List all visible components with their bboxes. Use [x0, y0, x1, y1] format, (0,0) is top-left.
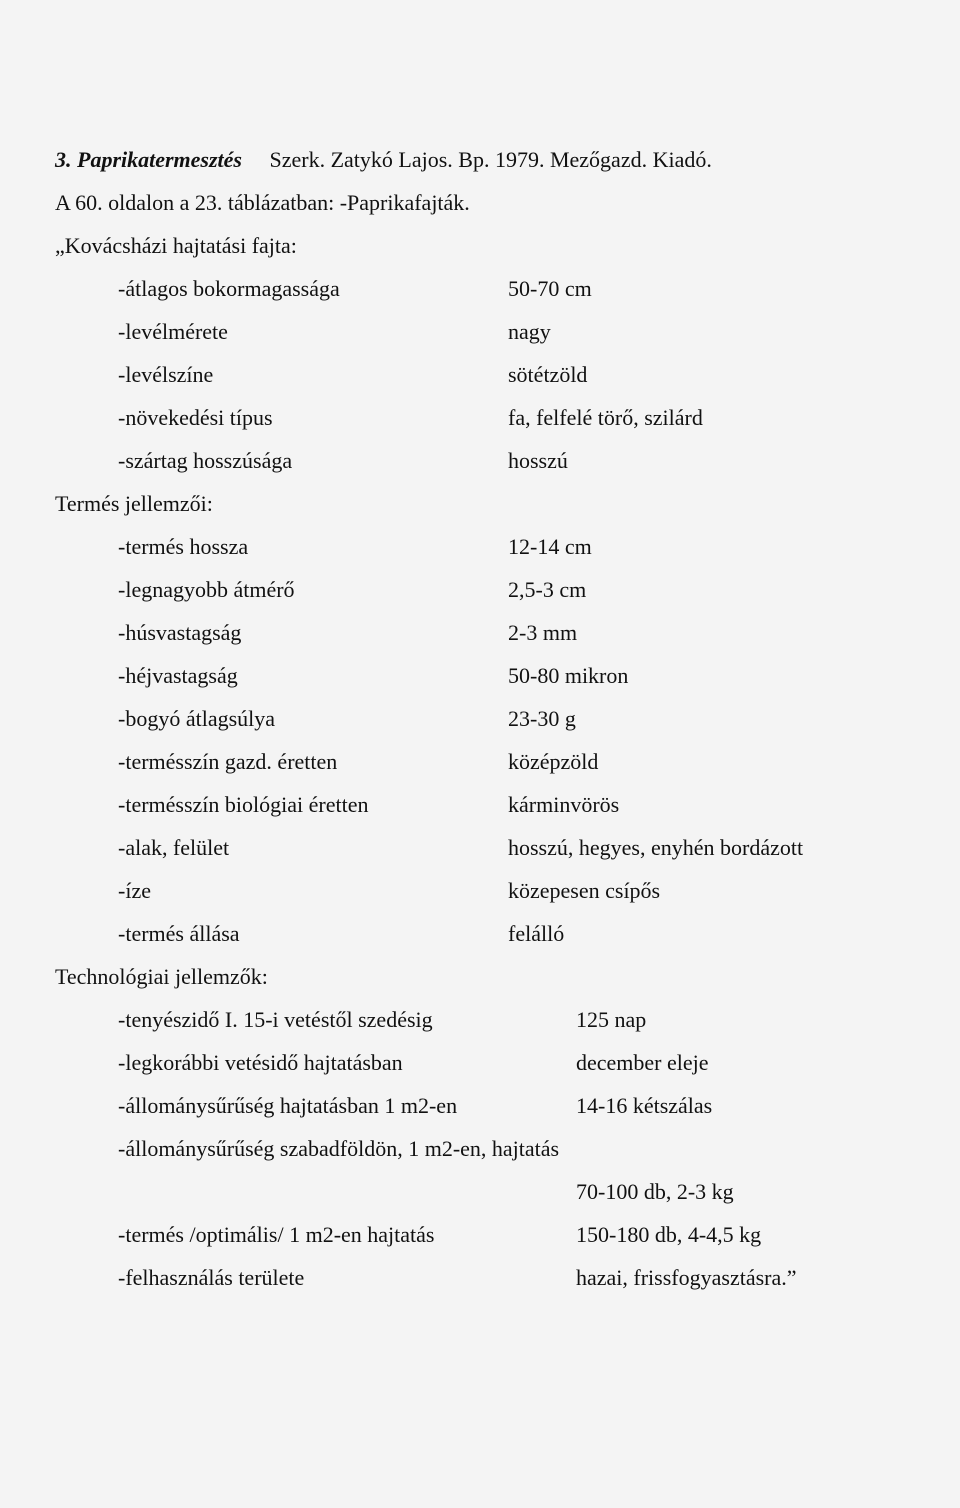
row-value: fa, felfelé törő, szilárd — [508, 405, 703, 430]
row-label: -termés hossza — [118, 534, 249, 559]
book-title: 3. Paprikatermesztés — [55, 147, 242, 172]
section-heading-fruit: Termés jellemzői: — [55, 491, 213, 516]
row-value: 12-14 cm — [508, 534, 592, 559]
row-label: -növekedési típus — [118, 405, 273, 430]
row-value: december eleje — [576, 1050, 709, 1075]
row-value: 14-16 kétszálas — [576, 1093, 713, 1118]
row-label: -felhasználás területe — [118, 1265, 305, 1290]
row-value: kárminvörös — [508, 792, 620, 817]
row-value: felálló — [508, 921, 565, 946]
row-label: -húsvastagság — [118, 620, 242, 645]
row-value: 23-30 g — [508, 706, 576, 731]
row-value: 150-180 db, 4-4,5 kg — [576, 1222, 762, 1247]
row-value: 70-100 db, 2-3 kg — [576, 1179, 734, 1204]
row-label: -levélmérete — [118, 319, 228, 344]
row-label: -átlagos bokormagassága — [118, 276, 340, 301]
row-value: 50-80 mikron — [508, 663, 629, 688]
section-heading-tech: Technológiai jellemzők: — [55, 964, 268, 989]
row-label: -levélszíne — [118, 362, 214, 387]
row-label: -íze — [118, 878, 151, 903]
row-label: -bogyó átlagsúlya — [118, 706, 276, 731]
row-label: -legkorábbi vetésidő hajtatásban — [118, 1050, 403, 1075]
row-value: 50-70 cm — [508, 276, 592, 301]
row-label: -termés /optimális/ 1 m2-en hajtatás — [118, 1222, 435, 1247]
row-label: -termésszín gazd. éretten — [118, 749, 338, 774]
row-value: nagy — [508, 319, 551, 344]
row-value: hazai, frissfogyasztásra.” — [576, 1265, 797, 1290]
row-label: -legnagyobb átmérő — [118, 577, 295, 602]
row-value: középzöld — [508, 749, 599, 774]
row-value: sötétzöld — [508, 362, 588, 387]
row-value: hosszú — [508, 448, 568, 473]
header-line-3: „Kovácsházi hajtatási fajta: — [55, 233, 297, 258]
row-label: -szártag hosszúsága — [118, 448, 293, 473]
row-label: -alak, felület — [118, 835, 230, 860]
row-value: közepesen csípős — [508, 878, 661, 903]
row-value: 125 nap — [576, 1007, 647, 1032]
row-label: -termésszín biológiai éretten — [118, 792, 369, 817]
row-value: 2,5-3 cm — [508, 577, 587, 602]
row-label: -állománysűrűség hajtatásban 1 m2-en — [118, 1093, 458, 1118]
row-label: -tenyészidő I. 15-i vetéstől szedésig — [118, 1007, 433, 1032]
row-label: -termés állása — [118, 921, 240, 946]
header-line-1 — [55, 146, 712, 174]
row-value: hosszú, hegyes, enyhén bordázott — [508, 835, 804, 860]
row-label: -állománysűrűség szabadföldön, 1 m2-en, hajtatás — [118, 1136, 560, 1161]
row-value: 2-3 mm — [508, 620, 578, 645]
book-source: Szerk. Zatykó Lajos. Bp. 1979. Mezőgazd. Kiadó. — [269, 147, 712, 172]
header-line-2: A 60. oldalon a 23. táblázatban: -Paprikafajták. — [55, 190, 470, 215]
row-label: -héjvastagság — [118, 663, 238, 688]
